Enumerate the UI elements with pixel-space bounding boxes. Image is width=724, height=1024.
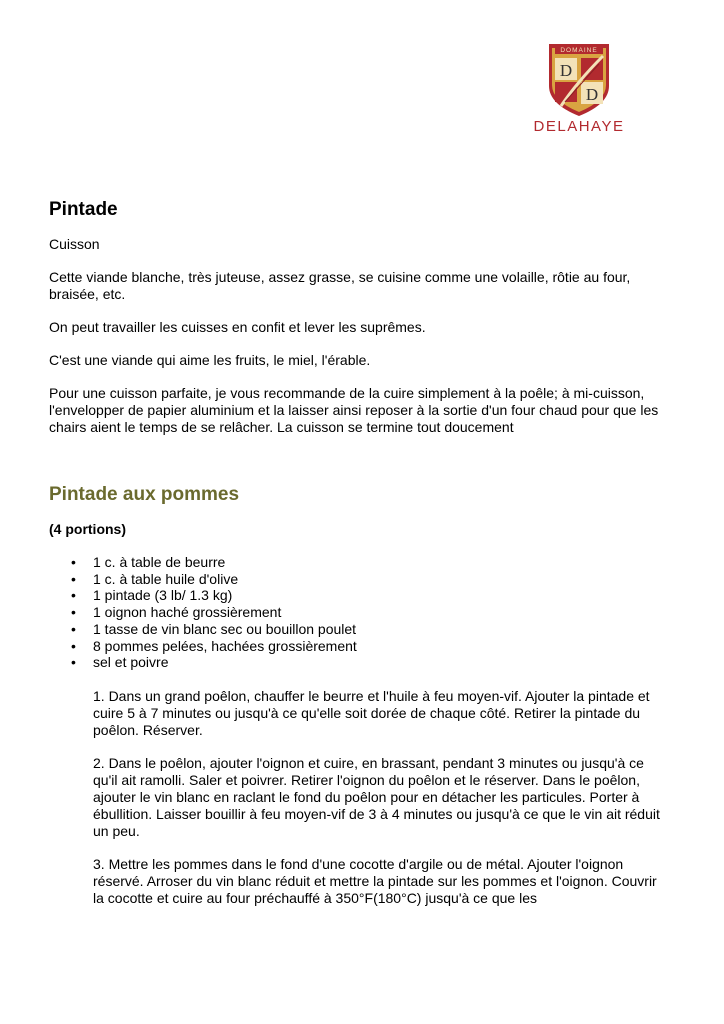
logo-wordmark: DELAHAYE	[533, 118, 625, 135]
bullet-icon: •	[71, 570, 76, 587]
paragraph: On peut travailler les cuisses en confit et lever les suprêmes.	[49, 319, 426, 335]
recipe-steps	[93, 688, 671, 907]
list-item	[49, 654, 669, 671]
list-item	[49, 554, 669, 571]
ingredient-text: sel et poivre	[93, 654, 169, 671]
logo-letter-2: D	[585, 85, 599, 104]
ingredient-text: 1 c. à table huile d'olive	[93, 570, 239, 587]
bullet-icon: •	[71, 587, 76, 604]
bullet-icon: •	[71, 654, 76, 671]
bullet-icon: •	[71, 554, 76, 570]
section-title: Pintade	[49, 199, 118, 220]
shield-crest-icon	[515, 42, 643, 118]
recipe-step: 3. Mettre les pommes dans le fond d'une cocotte d'argile ou de métal. Ajouter l'oignon réservé. Arroser du vin blanc réduit et mettre la pintade sur les pommes et l'oignon. Couvrir la cocotte et cuire au four préchauffé à 350°F(180°C) jusqu'à ce que les	[93, 855, 657, 906]
paragraph: Pour une cuisson parfaite, je vous recommande de la cuire simplement à la poêle; à mi-cuisson, l'envelopper de papier aluminium et la laisser ainsi reposer à la sortie d'un four chaud pour que les chairs aient le temps de se relâcher. La cuisson se termine tout doucement	[49, 385, 659, 435]
list-item	[49, 587, 669, 604]
bullet-icon: •	[71, 604, 76, 621]
ingredient-text: 8 pommes pelées, hachées grossièrement	[93, 637, 357, 654]
ingredient-text: 1 oignon haché grossièrement	[93, 604, 282, 621]
logo-banner-text: DOMAINE	[560, 47, 598, 54]
logo-letter-1: D	[559, 61, 573, 80]
document-body	[49, 198, 669, 923]
recipe-portions: (4 portions)	[49, 521, 126, 537]
recipe-step: 2. Dans le poêlon, ajouter l'oignon et cuire, en brassant, pendant 3 minutes ou jusqu'à ce qu'il ait ramolli. Saler et poivrer. Retirer l'oignon du poêlon et le réserver. Dans le poêlon, ajouter le vin blanc en raclant le fond du poêlon pour en détacher les particules. Porter à ébullition. Laisser bouillir à feu moyen-vif de 3 à 4 minutes ou jusqu'à ce que le vin ait réduit un peu.	[93, 754, 660, 839]
list-item	[49, 571, 669, 588]
domaine-delahaye-logo	[515, 42, 643, 140]
list-item	[49, 638, 669, 655]
list-item	[49, 604, 669, 621]
ingredient-text: 1 tasse de vin blanc sec ou bouillon poulet	[93, 620, 357, 637]
ingredient-text: 1 pintade (3 lb/ 1.3 kg)	[93, 587, 233, 604]
ingredient-list	[49, 554, 669, 671]
bullet-icon: •	[71, 620, 76, 637]
recipe-step: 1. Dans un grand poêlon, chauffer le beurre et l'huile à feu moyen-vif. Ajouter la pintade et cuire 5 à 7 minutes ou jusqu'à ce qu'elle soit dorée de chaque côté. Retirer la pintade du poêlon. Réserver.	[93, 687, 650, 738]
section-subtitle: Cuisson	[49, 236, 100, 252]
paragraph: Cette viande blanche, très juteuse, assez grasse, se cuisine comme une volaille, rôtie au four, braisée, etc.	[49, 269, 631, 302]
recipe-title: Pintade aux pommes	[49, 484, 240, 505]
paragraph: C'est une viande qui aime les fruits, le miel, l'érable.	[49, 352, 371, 368]
ingredient-text: 1 c. à table de beurre	[93, 554, 226, 570]
list-item	[49, 621, 669, 638]
bullet-icon: •	[71, 637, 76, 654]
